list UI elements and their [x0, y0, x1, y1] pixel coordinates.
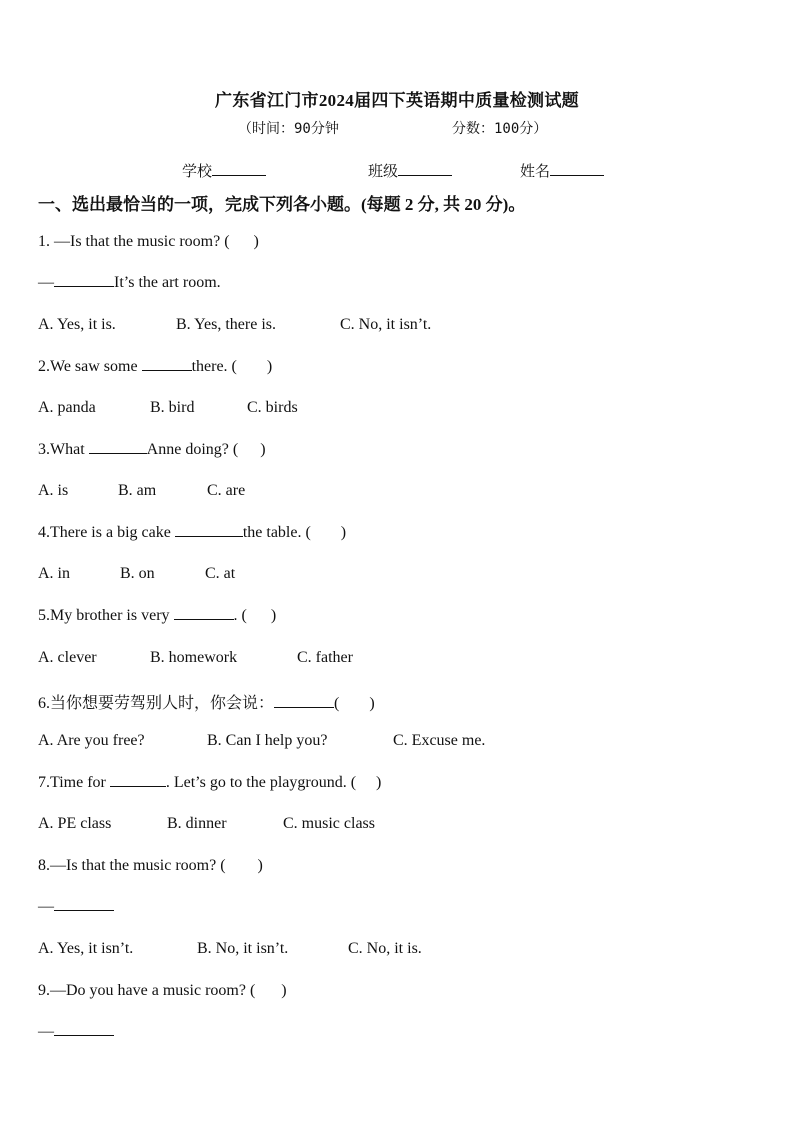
q4-blank[interactable]: [175, 524, 243, 537]
q5-stem-end: . (: [233, 607, 247, 624]
q4-option-c[interactable]: C. at: [205, 565, 236, 582]
section-heading: 一、选出最恰当的一项，完成下列各小题。(每题 2 分, 共 20 分)。: [38, 195, 526, 214]
q6-blank[interactable]: [274, 695, 334, 708]
q2-option-a[interactable]: A. panda: [38, 399, 96, 416]
q7-option-a[interactable]: A. PE class: [38, 815, 112, 832]
q3-option-a[interactable]: A. is: [38, 482, 69, 499]
q3-stem: 3.What: [38, 441, 89, 458]
q2-option-c[interactable]: C. birds: [247, 399, 298, 416]
q3-stem-end: Anne doing? (: [146, 441, 239, 458]
q7-blank[interactable]: [110, 774, 166, 787]
q1-stem: 1. —Is that the music room? (: [38, 233, 230, 250]
q9-blank[interactable]: [54, 1023, 114, 1036]
question-8-response: [38, 898, 114, 916]
question-5: [38, 607, 276, 625]
question-6: [38, 690, 375, 713]
class-blank[interactable]: [398, 161, 452, 176]
q6-option-c[interactable]: C. Excuse me.: [393, 732, 486, 749]
q1-paren-close: ): [253, 233, 259, 250]
q2-stem-end: there. (: [191, 358, 237, 375]
q5-option-a[interactable]: A. clever: [38, 649, 97, 666]
q2-stem: 2.We saw some: [38, 358, 142, 375]
q5-stem: 5.My brother is very: [38, 607, 174, 624]
score-info: 分数：100分）: [452, 121, 548, 137]
q9-stem: 9.—Do you have a music room? (: [38, 982, 256, 999]
q1-response-text: It’s the art room.: [114, 274, 221, 291]
q4-option-a[interactable]: A. in: [38, 565, 70, 582]
school-field[interactable]: [182, 160, 266, 181]
class-field[interactable]: [368, 160, 452, 181]
question-8: [38, 857, 263, 875]
q5-blank[interactable]: [174, 607, 234, 620]
q7-paren-close: ): [376, 774, 382, 791]
q1-option-a[interactable]: A. Yes, it is.: [38, 316, 116, 333]
question-2: [38, 358, 272, 376]
q8-paren-close: ): [257, 857, 263, 874]
q6-paren-open: (: [334, 695, 340, 712]
q5-option-b[interactable]: B. homework: [150, 649, 238, 666]
question-9-response: [38, 1023, 114, 1041]
q8-option-a[interactable]: A. Yes, it isn’t.: [38, 940, 134, 957]
q8-stem: 8.—Is that the music room? (: [38, 857, 226, 874]
question-9: [38, 982, 287, 1000]
question-1: [38, 233, 259, 251]
q8-blank[interactable]: [54, 898, 114, 911]
q7-stem: 7.Time for: [38, 774, 110, 791]
q7-stem-end: . Let’s go to the playground. (: [165, 774, 357, 791]
q8-option-b[interactable]: B. No, it isn’t.: [197, 940, 289, 957]
q4-stem: 4.There is a big cake: [38, 524, 175, 541]
class-label: 班级: [368, 164, 399, 180]
q9-dash: —: [38, 1023, 54, 1040]
question-7: [38, 774, 381, 792]
q3-paren-close: ): [260, 441, 266, 458]
q3-blank[interactable]: [89, 441, 147, 454]
q6-stem: 6.当你想要劳驾别人时，你会说：: [38, 695, 275, 712]
q1-blank[interactable]: [54, 274, 114, 287]
q2-paren-close: ): [266, 358, 273, 375]
q1-dash: —: [38, 274, 54, 291]
q1-option-b[interactable]: B. Yes, there is.: [176, 316, 277, 333]
page-title: 广东省江门市2024届四下英语期中质量检测试题: [215, 91, 579, 110]
q5-paren-close: ): [270, 607, 277, 624]
time-info: （时间：90分钟: [238, 121, 339, 137]
q3-option-c[interactable]: C. are: [207, 482, 246, 499]
question-4: [38, 524, 346, 542]
q6-option-b[interactable]: B. Can I help you?: [207, 732, 328, 749]
q4-stem-end: the table. (: [242, 524, 311, 541]
q4-paren-close: ): [340, 524, 347, 541]
question-3: [38, 441, 266, 459]
q2-option-b[interactable]: B. bird: [150, 399, 195, 416]
q2-blank[interactable]: [142, 358, 192, 371]
school-label: 学校: [182, 164, 213, 180]
q8-option-c[interactable]: C. No, it is.: [348, 940, 422, 957]
q6-paren-close: ): [369, 695, 375, 712]
q7-option-c[interactable]: C. music class: [283, 815, 375, 832]
q7-option-b[interactable]: B. dinner: [167, 815, 227, 832]
q1-option-c[interactable]: C. No, it isn’t.: [340, 316, 432, 333]
q8-dash: —: [38, 898, 54, 915]
q3-option-b[interactable]: B. am: [118, 482, 157, 499]
q5-option-c[interactable]: C. father: [297, 649, 353, 666]
question-1-response: [38, 274, 221, 292]
school-blank[interactable]: [212, 161, 266, 176]
name-field[interactable]: [520, 160, 604, 181]
name-blank[interactable]: [550, 161, 604, 176]
q4-option-b[interactable]: B. on: [120, 565, 155, 582]
name-label: 姓名: [520, 164, 551, 180]
q6-option-a[interactable]: A. Are you free?: [38, 732, 145, 749]
q9-paren-close: ): [281, 982, 287, 999]
